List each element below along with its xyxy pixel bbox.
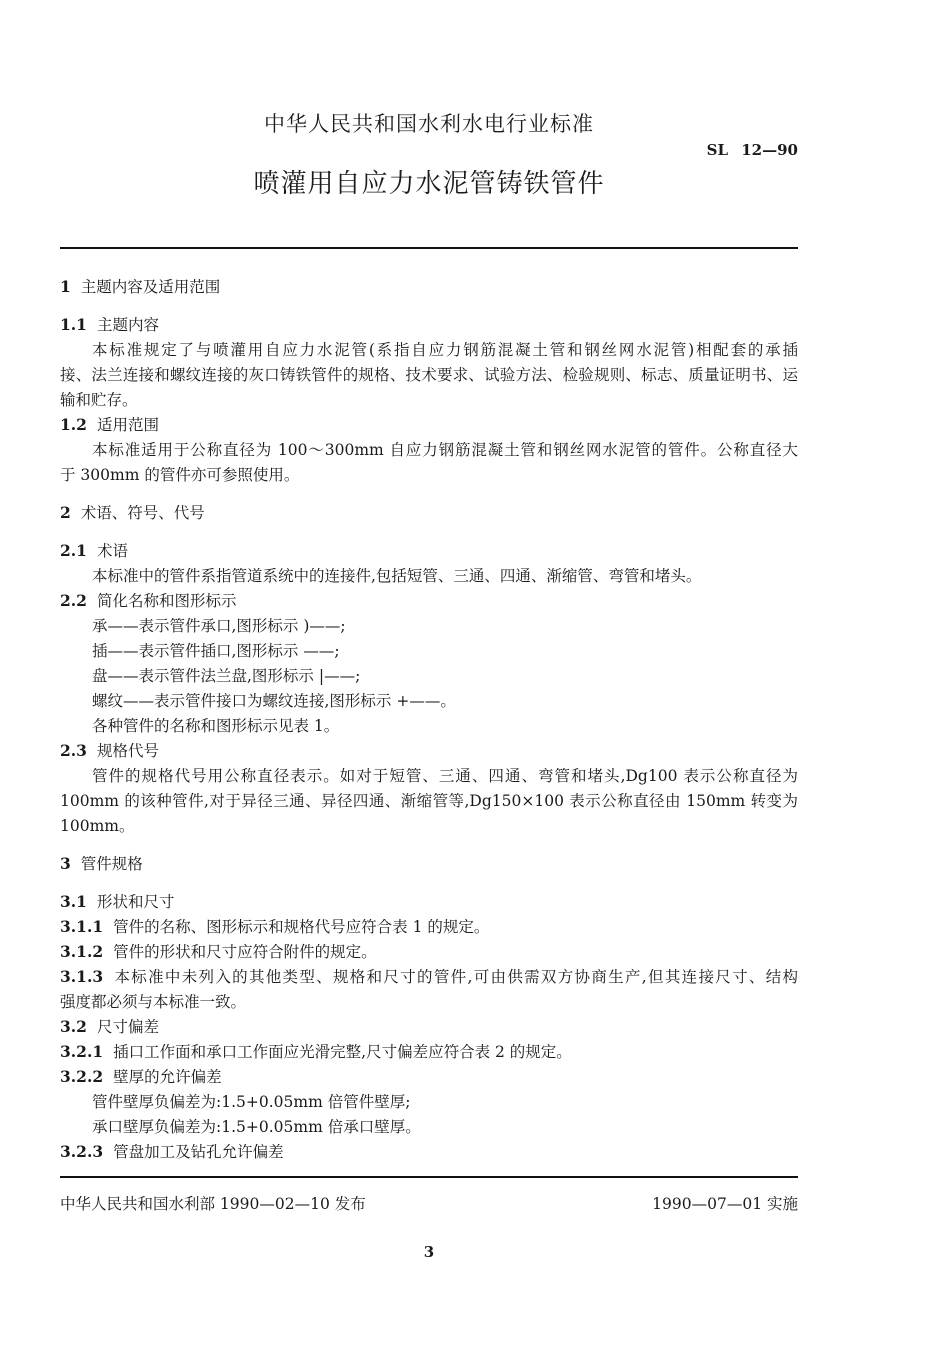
clause-line: 3.2.2 壁厚的允许偏差 [60,1067,222,1086]
subsection-heading: 2.1 术语 [60,541,128,560]
implementation-date: 1990—07—01 实施 [652,1195,798,1213]
footer-rule [60,1176,798,1178]
paragraph-line: 承口壁厚负偏差为:1.5+0.05mm 倍承口壁厚。 [92,1118,421,1136]
paragraph-line: 各种管件的名称和图形标示见表 1。 [92,717,340,735]
standard-code: SL 12—90 [706,141,798,159]
paragraph-line: 于 300mm 的管件亦可参照使用。 [60,466,300,484]
list-item: 螺纹——表示管件接口为螺纹连接,图形标示 +——。 [92,692,456,710]
paragraph-line: 接、法兰连接和螺纹连接的灰口铸铁管件的规格、技术要求、试验方法、检验规则、标志、质量证明书、运 [60,366,798,384]
list-item: 插——表示管件插口,图形标示 ——; [92,642,340,660]
paragraph-line: 管件壁厚负偏差为:1.5+0.05mm 倍管件壁厚; [92,1093,411,1111]
issuing-organization: 中华人民共和国水利水电行业标准 [264,112,594,136]
subsection-heading: 3.1 形状和尺寸 [60,892,175,911]
paragraph-line: 输和贮存。 [60,391,138,409]
section-heading: 2 术语、符号、代号 [60,503,205,522]
subsection-heading: 1.2 适用范围 [60,415,159,434]
issue-date: 中华人民共和国水利部 1990—02—10 发布 [60,1195,366,1213]
paragraph-line: 管件的规格代号用公称直径表示。如对于短管、三通、四通、弯管和堵头,Dg100 表示公称直径为 [92,767,798,785]
clause-line: 3.1.2 管件的形状和尺寸应符合附件的规定。 [60,942,377,961]
subsection-heading: 1.1 主题内容 [60,315,159,334]
clause-line: 3.1.1 管件的名称、图形标示和规格代号应符合表 1 的规定。 [60,917,490,936]
section-heading: 1 主题内容及适用范围 [60,277,221,296]
paragraph-line: 强度都必须与本标准一致。 [60,993,247,1011]
header-rule [60,247,798,249]
subsection-heading: 2.3 规格代号 [60,741,159,760]
section-heading: 3 管件规格 [60,854,143,873]
clause-line: 3.1.3 本标准中未列入的其他类型、规格和尺寸的管件,可由供需双方协商生产,但其连接尺寸、结构 [60,967,798,986]
clause-line: 3.2.3 管盘加工及钻孔允许偏差 [60,1142,284,1161]
paragraph-line: 本标准适用于公称直径为 100～300mm 自应力钢筋混凝土管和钢丝网水泥管的管件。公称直径大 [92,441,798,459]
subsection-heading: 2.2 简化名称和图形标示 [60,591,237,610]
document-title: 喷灌用自应力水泥管铸铁管件 [253,169,605,199]
clause-line: 3.2.1 插口工作面和承口工作面应光滑完整,尺寸偏差应符合表 2 的规定。 [60,1042,572,1061]
subsection-heading: 3.2 尺寸偏差 [60,1017,159,1036]
list-item: 承——表示管件承口,图形标示 )——; [92,617,346,635]
page-number: 3 [423,1243,435,1261]
paragraph-line: 本标准中的管件系指管道系统中的连接件,包括短管、三通、四通、渐缩管、弯管和堵头。 [92,567,702,585]
paragraph-line: 100mm 的该种管件,对于异径三通、异径四通、渐缩管等,Dg150×100 表示公称直径由 150mm 转变为 [60,792,798,810]
paragraph-line: 本标准规定了与喷灌用自应力水泥管(系指自应力钢筋混凝土管和钢丝网水泥管)相配套的承插 [92,341,798,359]
paragraph-line: 100mm。 [60,817,135,835]
list-item: 盘——表示管件法兰盘,图形标示 |——; [92,667,361,685]
